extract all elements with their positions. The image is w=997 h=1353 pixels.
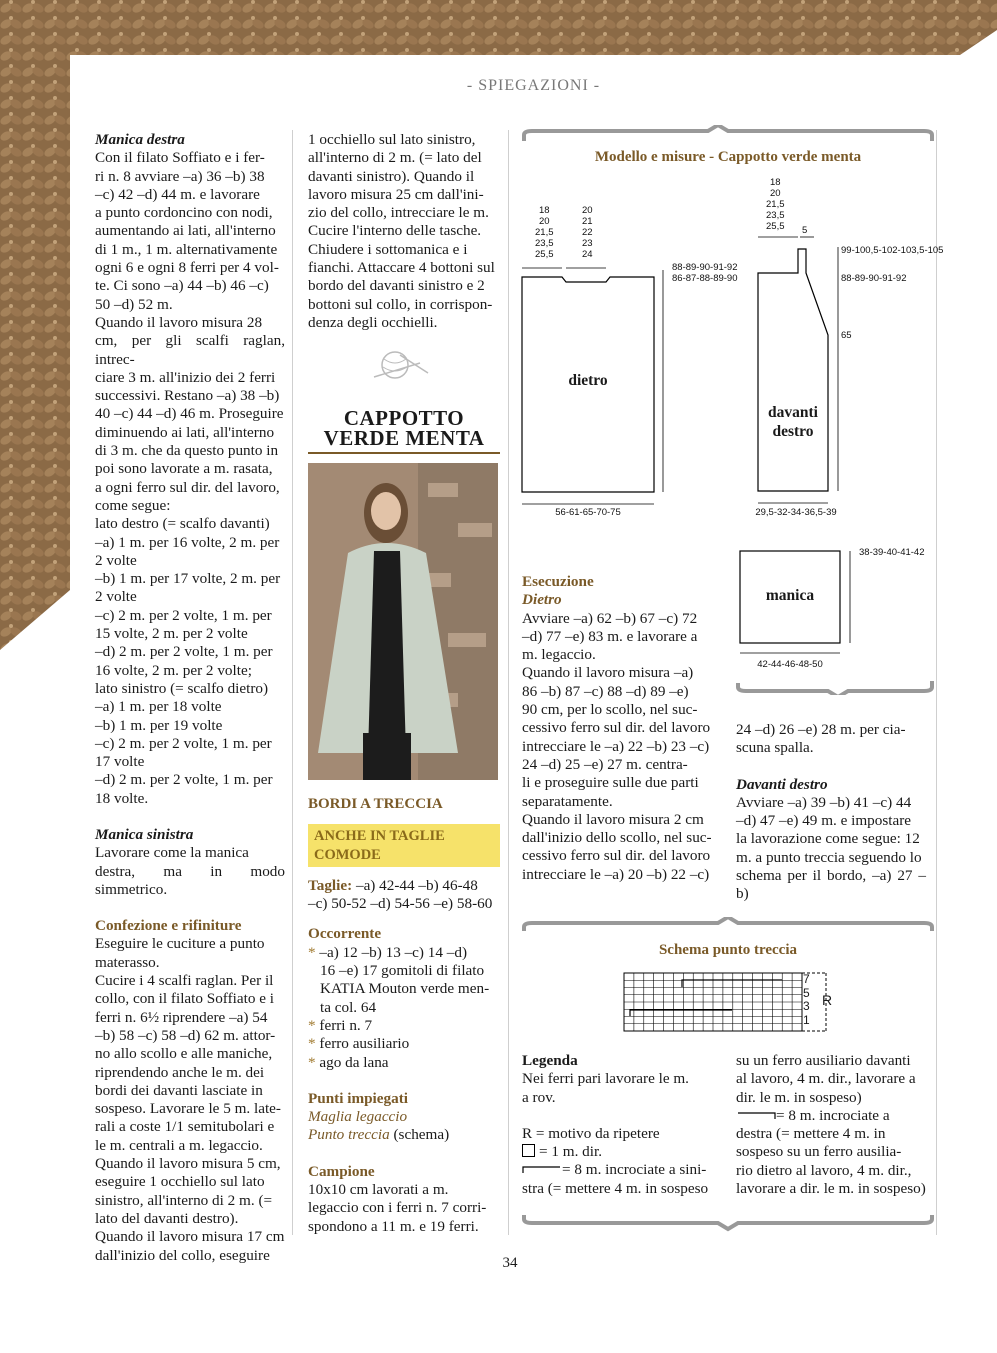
text-line: ri n. 8 avviare –a) 36 –b) 38	[95, 167, 265, 185]
manica-destra-heading: Manica destra	[95, 131, 185, 148]
occorrente-item: * ferri n. 7	[308, 1016, 373, 1034]
manica-sinistra-text	[95, 844, 285, 899]
campione-heading: Campione	[308, 1162, 375, 1180]
davanti-label-line-1: davanti	[768, 404, 818, 421]
manica-label: manica	[765, 587, 815, 604]
text-line: 90 cm, per lo scollo, nel suc-	[522, 701, 698, 719]
size-label: 20	[582, 205, 593, 216]
text-line: zio del collo, intrecciare le m.	[308, 204, 489, 222]
davanti-collar: 5	[802, 225, 808, 236]
text-line: come segue:	[95, 496, 171, 514]
size-label: 23,5	[766, 210, 785, 221]
legenda-intro	[522, 1070, 712, 1107]
knit-stitch-box-icon	[522, 1144, 535, 1157]
occorrente-list	[308, 944, 500, 1072]
text-line: diminuendo ai lati, all'interno	[95, 423, 275, 441]
text-line: su un ferro ausiliario davanti	[736, 1052, 911, 1069]
dietro-right-sizes	[582, 205, 593, 260]
occorrente-item: * –a) 12 –b) 13 –c) 14 –d)	[308, 943, 468, 961]
text-line: sospeso. Lavorare le 5 m. late-	[95, 1100, 281, 1118]
davanti-height-1: 99-100,5-102-103,5-105	[841, 245, 944, 256]
text-line: li e proseguire sulle due parti	[522, 774, 699, 792]
text-line: m. a punto treccia seguendo lo	[736, 848, 922, 866]
size-label: 21,5	[535, 227, 554, 238]
text-line: –d) 2 m. per 2 volte, 1 m. per	[95, 643, 273, 661]
text-line: poi sono lavorate a m. rasata,	[95, 460, 273, 478]
manica-width: 42-44-46-48-50	[757, 659, 823, 670]
text-line: riprendendo anche le m. dei	[95, 1063, 265, 1081]
legend-cross-left-detail: stra (= mettere 4 m. in sospeso	[522, 1179, 709, 1197]
text-line: all'interno di 2 m. (= lato del	[308, 149, 482, 167]
right-cross-icon	[736, 1110, 776, 1120]
legend-knit: = 1 m. dir.	[539, 1143, 602, 1161]
text-line: 1 occhiello sul lato sinistro,	[308, 131, 476, 148]
text-line: cm, per gli scalfi raglan, intrec-	[95, 332, 285, 368]
text-line: –a) 1 m. per 18 volte	[95, 698, 222, 716]
text-line: cessivo ferro sul dir. del lavoro	[522, 719, 711, 737]
dietro-schematic	[518, 260, 758, 520]
text-line: scuna spalla.	[736, 739, 814, 757]
legend-repeat: R = motivo da ripetere	[522, 1124, 660, 1142]
text-line: Cucire i 4 scalfi raglan. Per il	[95, 972, 274, 990]
davanti-label-line-2: destro	[772, 423, 814, 440]
text-line: m. legaccio.	[522, 646, 596, 664]
text-line: lato del davanti destro).	[95, 1209, 239, 1227]
occorrente-item: * ferro ausiliario	[308, 1035, 410, 1053]
text-line: –c) 42 –d) 44 m. e lavorare	[95, 185, 260, 203]
title-line-2: VERDE MENTA	[323, 426, 485, 450]
text-line: legaccio con i ferri n. 7 corri-	[308, 1199, 487, 1217]
text-line: a ogni ferro sul dir. del lavoro,	[95, 478, 280, 496]
size-label: 21	[582, 216, 593, 227]
punto-treccia: Punto treccia	[308, 1126, 390, 1144]
text-line: sospeso su un ferro ausilia-	[736, 1143, 902, 1161]
punti-heading: Punti impiegati	[308, 1089, 408, 1107]
column-2	[308, 131, 500, 332]
dietro-height-1: 88-89-90-91-92	[672, 262, 738, 273]
text-line: lavoro misura 25 cm dall'ini-	[308, 185, 484, 203]
text-line: 15 volte, 2 m. per 2 volte	[95, 625, 248, 643]
info-block	[308, 795, 500, 1236]
text-line: 18 volte.	[95, 789, 149, 807]
text-line: bottoni sul collo, in corrispon-	[308, 295, 493, 313]
size-label: 20	[538, 216, 550, 227]
legenda-right-text	[736, 1052, 926, 1107]
size-label: 18	[769, 177, 781, 188]
text-line: –d) 47 –e) 49 m. e impostare	[736, 812, 912, 830]
column-divider	[292, 130, 293, 1235]
text-line: ferri n. 6½ riprendere –a) 54	[95, 1008, 268, 1026]
cable-chart	[622, 971, 832, 1033]
bullet-icon: *	[308, 1035, 320, 1053]
text-line: successivi. Restano –a) 38 –b)	[95, 387, 280, 405]
text-line: 86 –b) 87 –c) 88 –d) 89 –e)	[522, 682, 689, 700]
text-line: 16 volte, 2 m. per 2 volte;	[95, 661, 252, 679]
text-line: Quando il lavoro misura 17 cm	[95, 1228, 285, 1246]
campione-text	[308, 1181, 500, 1236]
text-line: la lavorazione come segue: 12	[736, 830, 920, 848]
text-line: intrecciare le –a) 22 –b) 23 –c)	[522, 737, 710, 755]
repeat-marker: R	[822, 992, 833, 1008]
text-line: te. Ci sono –a) 44 –b) 46 –c)	[95, 277, 269, 295]
text-line: materasso.	[95, 953, 160, 971]
text-line: davanti sinistro). Quando il	[308, 167, 475, 185]
taglie-label: Taglie:	[308, 876, 353, 894]
page-number: 34	[502, 1255, 518, 1271]
text-line: sinistro, all'interno di 2 m. (=	[95, 1191, 273, 1209]
text-line: bordo del davanti sinistro e 2	[308, 277, 485, 295]
dietro-text	[522, 610, 712, 884]
text-line: 40 –c) 44 –d) 46 m. Proseguire	[95, 405, 284, 423]
row-number: 7	[803, 972, 810, 986]
legend-cross-right-detail	[736, 1125, 926, 1198]
legend-cross-right: = 8 m. incrociate a	[776, 1106, 890, 1124]
column-3	[522, 573, 712, 884]
size-label: 21,5	[766, 199, 785, 210]
text-line: –a) 1 m. per 16 volte, 2 m. per	[95, 533, 280, 551]
text-line: Nei ferri pari lavorare le m.	[522, 1070, 689, 1088]
text-line: dall'inizio del collo, eseguire	[95, 1246, 270, 1264]
dietro-width: 56-61-65-70-75	[555, 507, 621, 518]
text-line: –b) 1 m. per 19 volte	[95, 716, 223, 734]
size-label: 23,5	[535, 238, 554, 249]
davanti-label	[758, 403, 828, 441]
row-number: 3	[803, 999, 810, 1013]
confezione-text	[95, 935, 285, 1264]
size-label: 25,5	[766, 221, 785, 232]
legend-cross-left: = 8 m. incrociate a sini-	[562, 1161, 707, 1179]
size-label: 24	[582, 249, 593, 260]
davanti-schematic	[754, 233, 854, 523]
text-line: collo, con il filato Soffiato e i	[95, 990, 274, 1008]
size-label: 22	[582, 227, 593, 238]
text-line: lato destro (= scalfo davanti)	[95, 515, 270, 533]
text-line: ciare 3 m. all'inizio dei 2 ferri	[95, 368, 276, 386]
text-line: Quando il lavoro misura 28	[95, 313, 263, 331]
text-line: Quando il lavoro misura 2 cm	[522, 810, 704, 828]
text-line: Chiudere i sottomanica e i	[308, 240, 468, 258]
occorrente-item: * ago da lana	[308, 1053, 389, 1071]
column-divider	[508, 130, 509, 1235]
text-line: Eseguire le cuciture a punto	[95, 935, 265, 953]
text-line: spondono a 11 m. e 19 ferri.	[308, 1217, 479, 1235]
occorrente-heading: Occorrente	[308, 925, 382, 943]
text-line: rali a coste 1/1 semitubolari e	[95, 1118, 275, 1136]
legenda-right	[736, 1052, 926, 1198]
text-line: a rov.	[522, 1088, 556, 1106]
bullet-icon: *	[308, 1053, 320, 1071]
model-photo	[308, 463, 498, 780]
davanti-heading: Davanti destro	[736, 775, 828, 793]
text-line: bordi dei davanti lasciate in	[95, 1081, 263, 1099]
row-number: 5	[803, 985, 810, 1000]
text-line: di 1 m., 1 m. alternativamente	[95, 240, 278, 258]
confezione-continued-text	[308, 131, 500, 332]
text-line: al lavoro, 4 m. dir., lavorare a	[736, 1070, 916, 1088]
occorrente-item: KATIA Mouton verde men-	[320, 980, 490, 998]
occorrente-item: 16 –e) 17 gomitoli di filato	[320, 962, 485, 980]
text-line: separatamente.	[522, 792, 613, 810]
text-line: –c) 2 m. per 2 volte, 1 m. per	[95, 606, 272, 624]
text-line: Quando il lavoro misura 5 cm,	[95, 1155, 281, 1173]
text-line: eseguire 1 occhiello sul lato	[95, 1173, 265, 1191]
text-line: destra, ma in modo simmetrico.	[95, 862, 285, 898]
title-block	[308, 408, 500, 454]
punto-legaccio: Maglia legaccio	[308, 1108, 408, 1126]
davanti-height-2: 88-89-90-91-92	[841, 273, 907, 284]
size-label: 23	[582, 238, 593, 249]
text-line: –b) 1 m. per 17 volte, 2 m. per	[95, 570, 281, 588]
column-4	[736, 721, 926, 904]
text-line: 17 volte	[95, 753, 145, 771]
text-line: rio dietro al lavoro, 4 m. dir.,	[736, 1161, 912, 1179]
legenda-heading: Legenda	[522, 1052, 578, 1069]
section-header: - SPIEGAZIONI -	[466, 77, 601, 94]
text-line: –c) 2 m. per 2 volte, 1 m. per	[95, 734, 272, 752]
text-line: denza degli occhielli.	[308, 313, 438, 331]
davanti-height-3: 65	[841, 330, 852, 341]
manica-height: 38-39-40-41-42	[859, 547, 925, 558]
text-line: 50 –d) 52 m.	[95, 295, 173, 313]
punto-treccia-note: (schema)	[389, 1126, 450, 1144]
text-line: destra (= mettere 4 m. in	[736, 1125, 886, 1143]
legenda-left	[522, 1052, 712, 1198]
size-label: 18	[538, 205, 550, 216]
dietro-label: dietro	[568, 372, 608, 389]
size-badge: ANCHE IN TAGLIE COMODE	[308, 824, 500, 867]
text-line: –d) 77 –e) 83 m. e lavorare a	[522, 627, 698, 645]
text-line: no allo scollo e alle maniche,	[95, 1045, 273, 1063]
text-line: dir. le m. in sospeso)	[736, 1088, 862, 1106]
bullet-icon: *	[308, 943, 320, 961]
text-line: intrecciare le –a) 20 –b) 22 –c)	[522, 865, 710, 883]
taglie-line-1: –a) 42-44 –b) 46-48	[352, 876, 478, 894]
text-line: Avviare –a) 62 –b) 67 –c) 72	[522, 609, 698, 627]
text-line: di 3 m. che da questo punto in	[95, 442, 279, 460]
dietro-height-2: 86-87-88-89-90	[672, 273, 738, 284]
davanti-top-sizes	[766, 177, 785, 232]
confezione-heading: Confezione e rifiniture	[95, 917, 242, 935]
manica-destra-text	[95, 149, 285, 808]
schema-title: Schema punto treccia	[658, 942, 798, 958]
chart-row-numbers	[803, 973, 810, 1027]
text-line: –b) 58 –c) 58 –d) 62 m. attor-	[95, 1026, 276, 1044]
title-line-1: CAPPOTTO	[343, 406, 465, 430]
text-line: 24 –d) 26 –e) 28 m. per cia-	[736, 721, 906, 738]
bullet-icon: *	[308, 1016, 320, 1034]
esecuzione-heading: Esecuzione	[522, 573, 594, 590]
text-line: 2 volte	[95, 588, 137, 606]
diagram-title: Modello e misure - Cappotto verde menta	[594, 149, 862, 165]
text-line: 2 volte	[95, 551, 137, 569]
text-line: cessivo ferro sul dir. del lavoro	[522, 847, 711, 865]
bordi-heading: BORDI A TRECCIA	[308, 796, 443, 812]
text-line: ogni 6 e ogni 8 ferri per 4 vol-	[95, 259, 279, 277]
manica-sinistra-heading: Manica sinistra	[95, 825, 194, 843]
davanti-text	[736, 794, 926, 904]
text-line: lato sinistro (= scalfo dietro)	[95, 679, 269, 697]
text-line: le m. centrali a m. legaccio.	[95, 1136, 263, 1154]
text-line: Lavorare come la manica	[95, 844, 249, 862]
page-sheet	[70, 55, 997, 1353]
text-line: Quando il lavoro misura –a)	[522, 664, 694, 682]
column-1	[95, 131, 285, 1265]
spalla-text	[736, 721, 926, 758]
text-line: Cucire l'interno delle tasche.	[308, 222, 482, 240]
left-cross-icon	[522, 1164, 562, 1174]
row-number: 1	[803, 1012, 810, 1027]
text-line: aumentando ai lati, all'interno	[95, 222, 276, 240]
text-line: 10x10 cm lavorati a m.	[308, 1181, 449, 1199]
text-line: dall'inizio dello scollo, nel suc-	[522, 829, 712, 847]
text-line: Con il filato Soffiato e i fer-	[95, 149, 265, 167]
occorrente-item: ta col. 64	[320, 998, 377, 1016]
dietro-left-sizes	[535, 205, 554, 260]
text-line: lavorare a dir. le m. in sospeso)	[736, 1180, 926, 1198]
text-line: –d) 2 m. per 2 volte, 1 m. per	[95, 771, 273, 789]
dietro-heading: Dietro	[522, 591, 562, 609]
text-line: Avviare –a) 39 –b) 41 –c) 44	[736, 793, 912, 811]
size-label: 20	[769, 188, 781, 199]
text-line: fianchi. Attaccare 4 bottoni sul	[308, 259, 495, 277]
yarn-ball-icon	[370, 347, 432, 381]
text-line: a punto cordoncino con nodi,	[95, 204, 273, 222]
size-label: 25,5	[535, 249, 554, 260]
text-line: schema per il bordo, –a) 27 –b)	[736, 867, 926, 903]
taglie-line-2: –c) 50-52 –d) 54-56 –e) 58-60	[308, 895, 493, 913]
davanti-width: 29,5-32-34-36,5-39	[755, 507, 837, 518]
text-line: 24 –d) 25 –e) 27 m. centra-	[522, 755, 688, 773]
